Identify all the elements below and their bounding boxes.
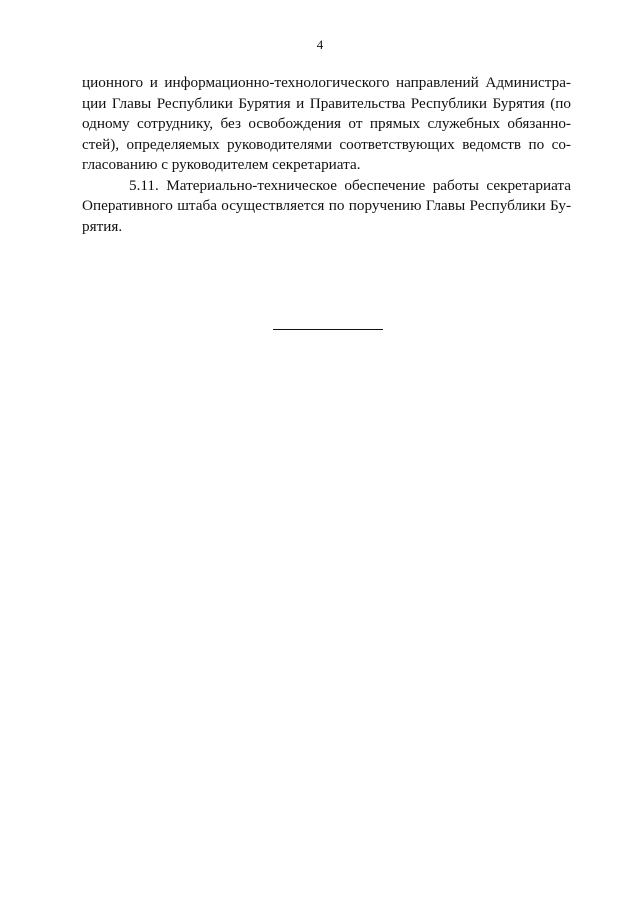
text-line: рятия. xyxy=(82,217,123,235)
text-line: 5.11. Материально-техническое обеспечение работы секретариата xyxy=(129,176,571,194)
page-number: 4 xyxy=(316,37,324,52)
text-line: Оперативного штаба осуществляется по поручению Главы Республики Бу- xyxy=(82,197,571,214)
closing-divider-line xyxy=(273,329,383,330)
paragraph-continued xyxy=(82,73,571,176)
paragraph-5-11 xyxy=(82,176,571,238)
text-line: стей), определяемых руководителями соответствующих ведомств по со- xyxy=(82,135,571,153)
text-line: гласованию с руководителем секретариата. xyxy=(82,156,361,173)
text-line: ционного и информационно-технологического направлений Администра- xyxy=(82,74,571,91)
text-line: ции Главы Республики Бурятия и Правительства Республики Бурятия (по xyxy=(82,94,571,112)
body-text xyxy=(82,73,571,237)
text-line: одному сотруднику, без освобождения от прямых служебных обязанно- xyxy=(82,115,571,132)
